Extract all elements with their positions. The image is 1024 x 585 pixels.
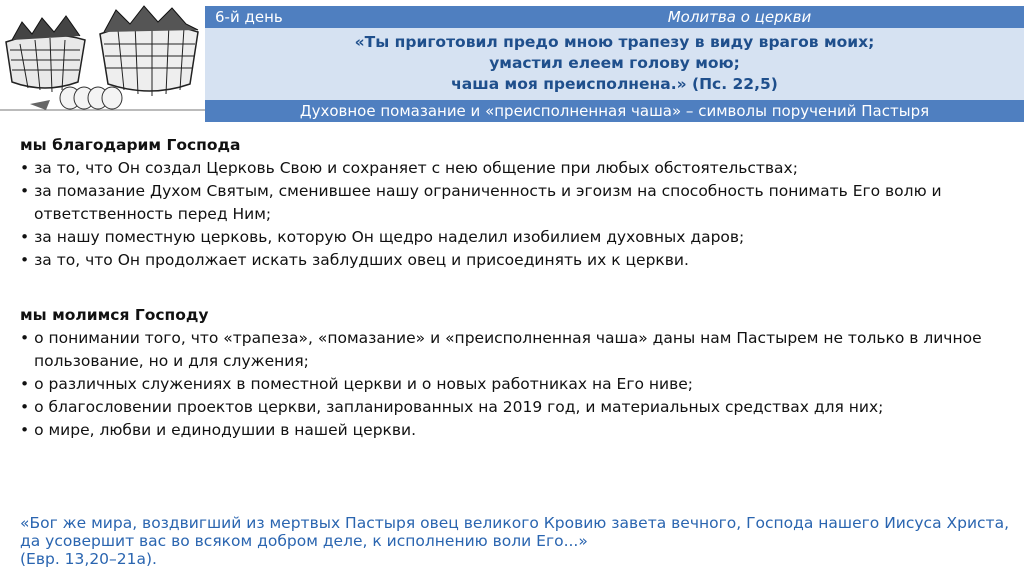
thanks-title: мы благодарим Господа xyxy=(20,136,241,154)
prayer-item: • о мире, любви и единодушии в нашей церкви. xyxy=(20,421,417,439)
main-content xyxy=(20,134,1010,442)
thanks-item: • за помазание Духом Святым, сменившее нашу ограниченность и эгоизм на способность понимать Его волю и ответственность перед Ним; xyxy=(20,182,942,223)
prayer-item: • о благословении проектов церкви, запланированных на 2019 год, и материальных средствах для них; xyxy=(20,398,884,416)
theme-band xyxy=(205,100,1024,122)
prayer-title: Молитва о церкви xyxy=(667,8,812,26)
verse-line: умастил елеем голову мою; xyxy=(489,54,740,72)
thanks-item: • за то, что Он продолжает искать заблудших овец и присоединять их к церкви. xyxy=(20,251,689,269)
scripture-verse xyxy=(205,32,1024,95)
day-label: 6-й день xyxy=(215,8,283,26)
footer-quote xyxy=(20,514,1010,568)
header xyxy=(0,0,1024,124)
section-gap xyxy=(20,272,1010,304)
thanks-item: • за нашу поместную церковь, которую Он щедро наделил изобилием духовных даров; xyxy=(20,228,745,246)
verse-band xyxy=(205,28,1024,100)
theme-text: Духовное помазание и «преисполненная чаша» – символы поручений Пастыря xyxy=(299,102,930,120)
footer-reference: (Евр. 13,20–21а). xyxy=(20,550,157,568)
baskets-bread-icon xyxy=(0,0,205,124)
prayers-title: мы молимся Господу xyxy=(20,306,209,324)
prayer-item: • о понимании того, что «трапеза», «помазание» и «преисполненная чаша» даны нам Пастырем не только в личное пользование, но и для служения; xyxy=(20,329,982,370)
thanks-item: • за то, что Он создал Церковь Свою и сохраняет с нею общение при любых обстоятельствах; xyxy=(20,159,798,177)
footer-line: да усовершит вас во всяком добром деле, к исполнению воли Его...» xyxy=(20,532,588,550)
verse-line: «Ты приготовил предо мною трапезу в виду врагов моих; xyxy=(354,33,875,51)
header-top-band xyxy=(205,6,1024,28)
footer-line: «Бог же мира, воздвигший из мертвых Пастыря овец великого Кровию завета вечного, Господа нашего Иисуса Христа, xyxy=(20,514,1010,532)
verse-line: чаша моя преисполнена.» (Пс. 22,5) xyxy=(451,75,778,93)
prayer-item: • о различных служениях в поместной церкви и о новых работниках на Его ниве; xyxy=(20,375,693,393)
